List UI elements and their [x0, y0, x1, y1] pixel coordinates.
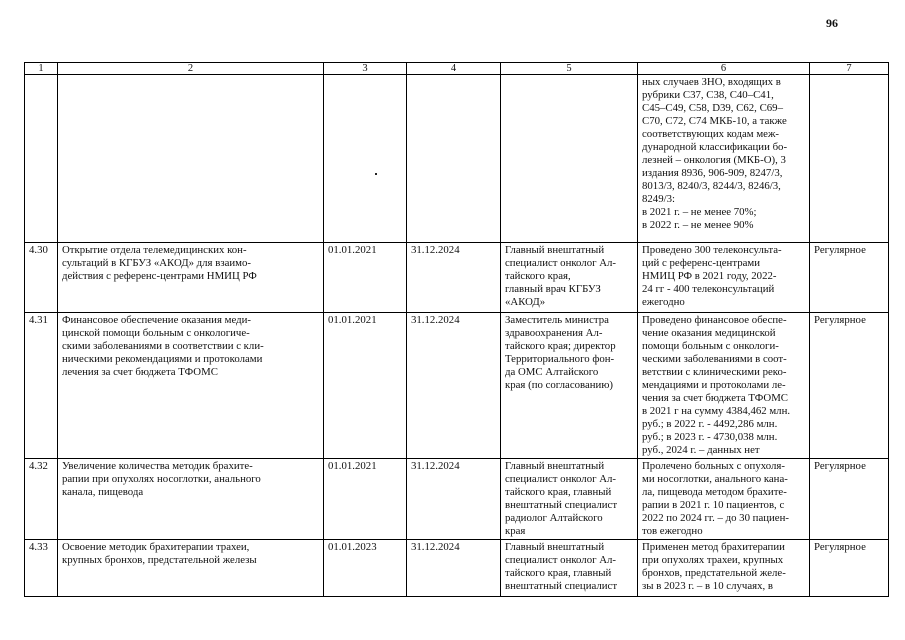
continuation-row: [25, 75, 889, 243]
result-cell: Проведено финансовое обеспе- чение оказания медицинской помощи больным с онкологи- ческими заболеваниями в соот- ветствии с клиническими реко- мендациями и протоколами ле- чения за счет бюджета ТФОМС в 2021 г на сумму 4384,462 млн. руб.; в 2022 г. - 4492,286 млн. руб.; в 2023 г. - 4730,038 млн. руб., 2024 г. – данных нет: [638, 313, 810, 459]
periodicity-cell: [810, 75, 889, 243]
start-date: [324, 75, 407, 243]
result-cell: ных случаев ЗНО, входящих в рубрики С37, С38, С40–С41, С45–С49, С58, D39, С62, С69– С70, С72, С74 МКБ-10, а также соответствующих кодам меж- дународной классификации бо- лезней – онкология (МКБ-О), 3 издания 8936, 906-909, 8247/3, 8013/3, 8240/3, 8244/3, 8246/3, 8249/3: в 2021 г. – не менее 70%; в 2022 г. – не менее 90%: [638, 75, 810, 243]
start-date: 01.01.2021: [324, 243, 407, 313]
activity-cell: [58, 75, 324, 243]
responsible-cell: [501, 75, 638, 243]
header-row: [25, 63, 889, 75]
periodicity-cell: Регулярное: [810, 459, 889, 540]
start-date: 01.01.2021: [324, 313, 407, 459]
col-header-3: 3: [324, 63, 407, 75]
col-header-2: 2: [58, 63, 324, 75]
end-date: 31.12.2024: [407, 540, 501, 597]
start-date: 01.01.2021: [324, 459, 407, 540]
end-date: 31.12.2024: [407, 243, 501, 313]
periodicity-cell: Регулярное: [810, 243, 889, 313]
row-number: 4.33: [25, 540, 58, 597]
col-header-5: 5: [501, 63, 638, 75]
end-date: [407, 75, 501, 243]
result-cell: Пролечено больных с опухоля- ми носоглотки, анального кана- ла, пищевода методом брахите- рапии в 2021 г. 10 пациентов, с 2022 по 2024 гг. – до 30 пациен- тов ежегодно: [638, 459, 810, 540]
col-header-7: 7: [810, 63, 889, 75]
activity-cell: Финансовое обеспечение оказания меди- цинской помощи больным с онкологиче- скими заболеваниями в соответствии с кли- ническими рекомендациями и протоколами лечения за счет бюджета ТФОМС: [58, 313, 324, 459]
col-header-6: 6: [638, 63, 810, 75]
periodicity-cell: Регулярное: [810, 540, 889, 597]
result-cell: Проведено 300 телеконсульта- ций с референс-центрами НМИЦ РФ в 2021 году, 2022- 24 гг - 400 телеконсультаций ежегодно: [638, 243, 810, 313]
table-row: [25, 313, 889, 459]
row-number: [25, 75, 58, 243]
responsible-cell: Главный внештатный специалист онколог Ал- тайского края, главный внештатный специалист: [501, 540, 638, 597]
col-header-4: 4: [407, 63, 501, 75]
page-number: 96: [826, 16, 838, 30]
table-row: [25, 243, 889, 313]
col-header-1: 1: [25, 63, 58, 75]
responsible-cell: Главный внештатный специалист онколог Ал- тайского края, главный внештатный специалист радиолог Алтайского края: [501, 459, 638, 540]
activity-cell: Освоение методик брахитерапии трахеи, крупных бронхов, предстательной железы: [58, 540, 324, 597]
row-number: 4.30: [25, 243, 58, 313]
activity-cell: Увеличение количества методик брахите- рапии при опухолях носоглотки, анального канала, пищевода: [58, 459, 324, 540]
result-cell: Применен метод брахитерапии при опухолях трахеи, крупных бронхов, предстательной желе- зы в 2023 г. – в 10 случаях, в: [638, 540, 810, 597]
row-number: 4.32: [25, 459, 58, 540]
start-date: 01.01.2023: [324, 540, 407, 597]
row-number: 4.31: [25, 313, 58, 459]
scan-speck: [375, 173, 377, 175]
end-date: 31.12.2024: [407, 313, 501, 459]
responsible-cell: Главный внештатный специалист онколог Ал- тайского края, главный врач КГБУЗ «АКОД»: [501, 243, 638, 313]
plan-table: [24, 62, 889, 597]
activity-cell: Открытие отдела телемедицинских кон- сультаций в КГБУЗ «АКОД» для взаимо- действия с референс-центрами НМИЦ РФ: [58, 243, 324, 313]
table-row: [25, 540, 889, 597]
responsible-cell: Заместитель министра здравоохранения Ал- тайского края; директор Территориального фон- да ОМС Алтайского края (по согласованию): [501, 313, 638, 459]
table-row: [25, 459, 889, 540]
periodicity-cell: Регулярное: [810, 313, 889, 459]
end-date: 31.12.2024: [407, 459, 501, 540]
